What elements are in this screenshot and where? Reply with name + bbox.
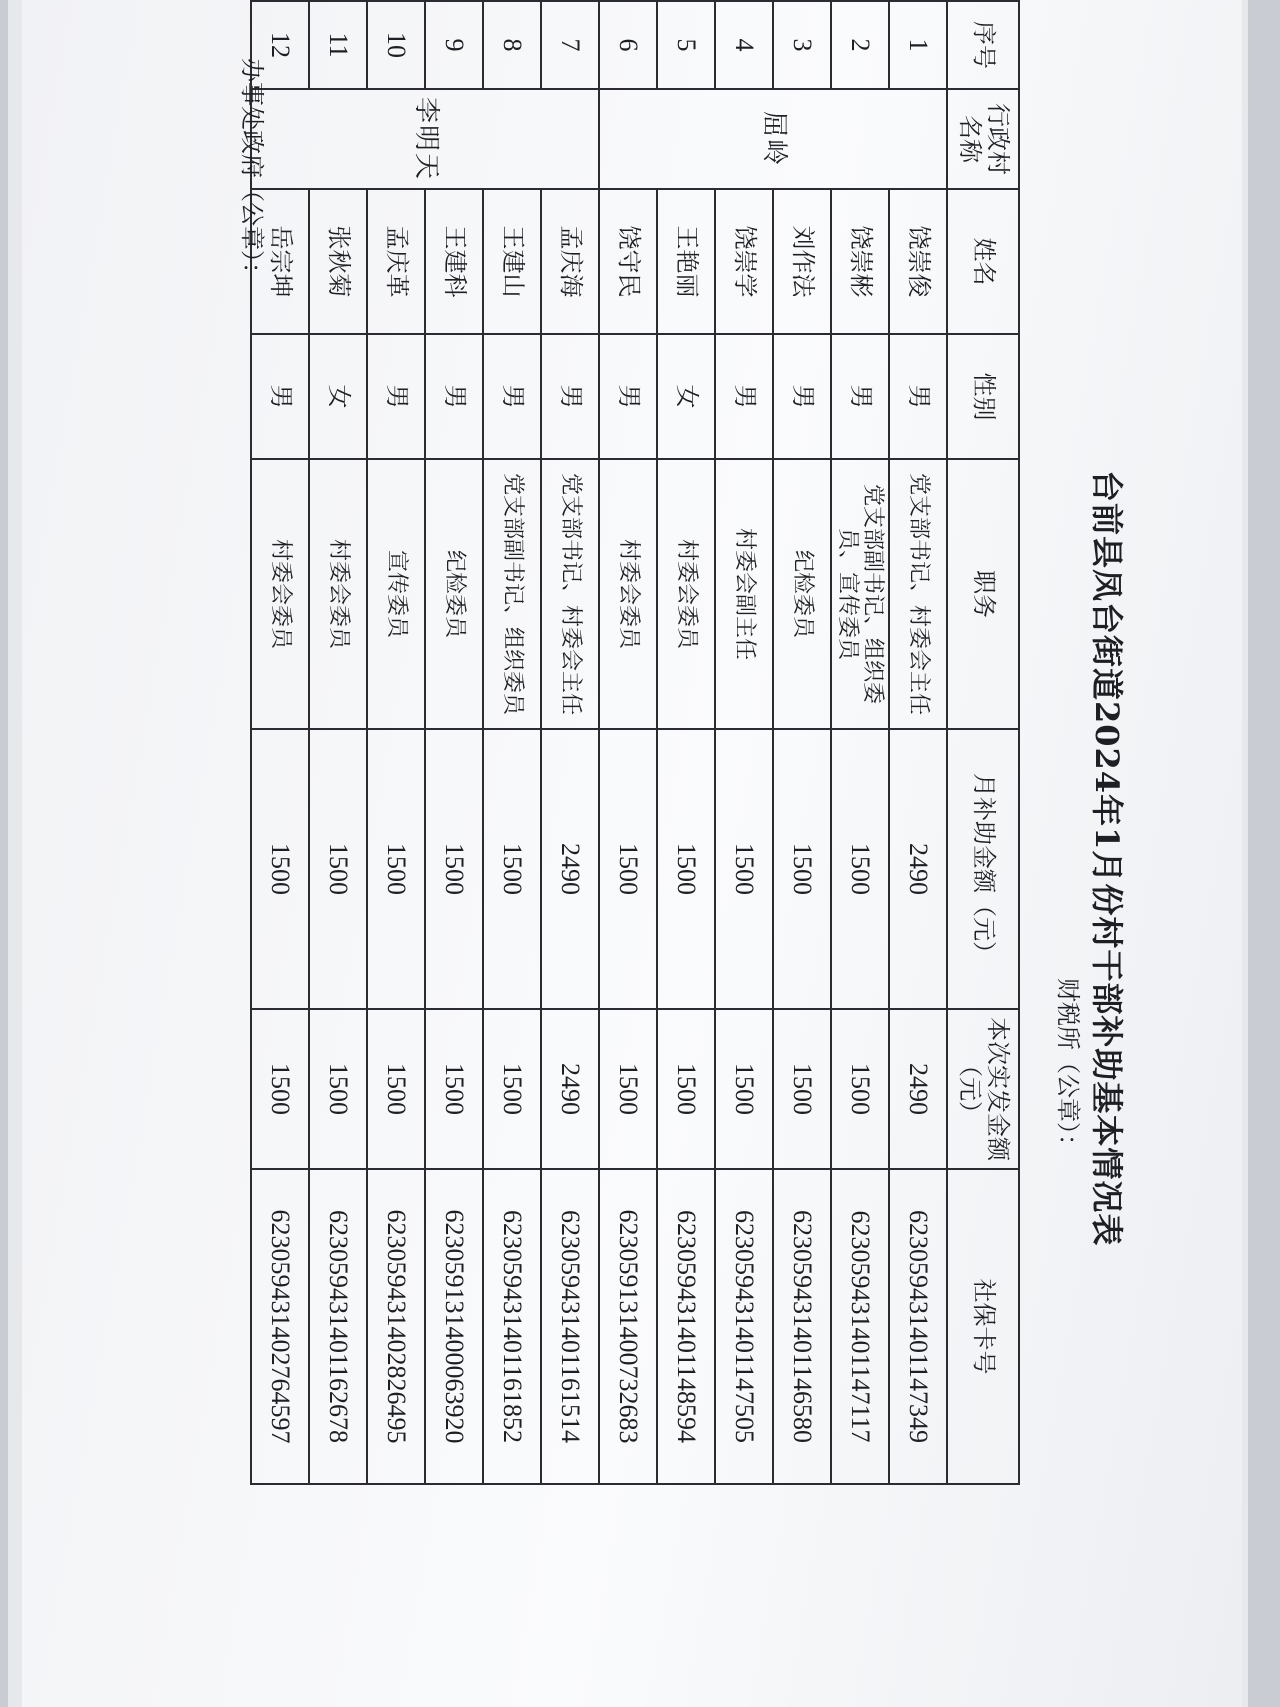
- cell-card: 6230594314011626​78: [309, 1169, 367, 1484]
- header-village: 行政村名称: [947, 89, 1019, 189]
- cell-name: 王建山: [483, 189, 541, 334]
- header-card: 社保卡号: [947, 1169, 1019, 1484]
- cell-actual: 1500: [831, 1009, 889, 1169]
- cell-index: 10: [367, 1, 425, 89]
- cell-actual: 1500: [773, 1009, 831, 1169]
- cell-monthly: 1500: [483, 729, 541, 1009]
- cell-card: 6230594314011473​49: [889, 1169, 947, 1484]
- cell-monthly: 1500: [715, 729, 773, 1009]
- table-row: [367, 1, 425, 1484]
- cell-actual: 2490: [889, 1009, 947, 1169]
- cell-actual: 1500: [599, 1009, 657, 1169]
- cell-monthly: 1500: [773, 729, 831, 1009]
- cell-gender: 男: [599, 334, 657, 459]
- cell-monthly: 2490: [889, 729, 947, 1009]
- cell-card: 6230594314011465​80: [773, 1169, 831, 1484]
- cell-card: 6230594314011471​17: [831, 1169, 889, 1484]
- cell-index: 9: [425, 1, 483, 89]
- cell-name: 饶崇彬: [831, 189, 889, 334]
- cell-card: 6230594314011618​52: [483, 1169, 541, 1484]
- cell-duty: 村委会委员: [657, 459, 715, 729]
- cell-name: 岳宗坤: [251, 189, 309, 334]
- table-row: [309, 1, 367, 1484]
- cell-index: 3: [773, 1, 831, 89]
- cell-actual: 1500: [367, 1009, 425, 1169]
- cell-index: 7: [541, 1, 599, 89]
- cell-index: 6: [599, 1, 657, 89]
- cell-actual: 1500: [657, 1009, 715, 1169]
- table-row: [889, 1, 947, 1484]
- table-row: [599, 1, 657, 1484]
- cell-monthly: 2490: [541, 729, 599, 1009]
- cell-monthly: 1500: [599, 729, 657, 1009]
- cell-gender: 男: [831, 334, 889, 459]
- cell-actual: 1500: [483, 1009, 541, 1169]
- cell-name: 张秋菊: [309, 189, 367, 334]
- cell-index: 5: [657, 1, 715, 89]
- cell-index: 1: [889, 1, 947, 89]
- table-row: [715, 1, 773, 1484]
- cell-monthly: 1500: [425, 729, 483, 1009]
- cell-duty: 纪检委员: [425, 459, 483, 729]
- cell-index: 12: [251, 1, 309, 89]
- cell-monthly: 1500: [831, 729, 889, 1009]
- cell-actual: 1500: [425, 1009, 483, 1169]
- cell-duty: 党支部副书记、组织委员、宣传委员: [831, 459, 889, 729]
- cell-duty: 村委会副主任: [715, 459, 773, 729]
- office-stamp-label: 办事处政府（公章）：: [238, 58, 266, 286]
- header-actual: 本次实发金额（元）: [947, 1009, 1019, 1169]
- cell-gender: 男: [251, 334, 309, 459]
- cell-name: 王建科: [425, 189, 483, 334]
- subsidy-table: [250, 0, 1020, 1485]
- cell-name: 饶守民: [599, 189, 657, 334]
- cell-card: 6230594314028264​95: [367, 1169, 425, 1484]
- cell-actual: 1500: [309, 1009, 367, 1169]
- cell-card: 6230594314011475​05: [715, 1169, 773, 1484]
- cell-gender: 女: [309, 334, 367, 459]
- cell-index: 11: [309, 1, 367, 89]
- header-index: 序号: [947, 1, 1019, 89]
- cell-duty: 村委会委员: [251, 459, 309, 729]
- cell-index: 8: [483, 1, 541, 89]
- cell-gender: 女: [657, 334, 715, 459]
- cell-card: 6230591314000639​20: [425, 1169, 483, 1484]
- table-row: [425, 1, 483, 1484]
- cell-duty: 村委会委员: [599, 459, 657, 729]
- cell-card: 6230594314011615​14: [541, 1169, 599, 1484]
- header-duty: 职务: [947, 459, 1019, 729]
- cell-card: 6230591314007326​83: [599, 1169, 657, 1484]
- cell-name: 王艳丽: [657, 189, 715, 334]
- cell-gender: 男: [425, 334, 483, 459]
- cell-monthly: 1500: [657, 729, 715, 1009]
- cell-name: 孟庆革: [367, 189, 425, 334]
- header-name: 姓名: [947, 189, 1019, 334]
- cell-name: 刘作法: [773, 189, 831, 334]
- table-row: [773, 1, 831, 1484]
- cell-monthly: 1500: [367, 729, 425, 1009]
- cell-actual: 1500: [715, 1009, 773, 1169]
- cell-name: 饶崇俊: [889, 189, 947, 334]
- cell-name: 饶崇学: [715, 189, 773, 334]
- document: [50, 0, 1150, 1707]
- cell-duty: 纪检委员: [773, 459, 831, 729]
- cell-monthly: 1500: [309, 729, 367, 1009]
- cell-gender: 男: [483, 334, 541, 459]
- cell-monthly: 1500: [251, 729, 309, 1009]
- cell-gender: 男: [773, 334, 831, 459]
- cell-index: 4: [715, 1, 773, 89]
- cell-duty: 村委会委员: [309, 459, 367, 729]
- cell-gender: 男: [715, 334, 773, 459]
- cell-name: 孟庆海: [541, 189, 599, 334]
- cell-duty: 党支部副书记、组织委员: [483, 459, 541, 729]
- cell-duty: 党支部书记、村委会主任: [889, 459, 947, 729]
- cell-card: 6230594314027645​97: [251, 1169, 309, 1484]
- cell-village: 屈岭: [599, 89, 947, 189]
- cell-duty: 宣传委员: [367, 459, 425, 729]
- table-row: [831, 1, 889, 1484]
- header-monthly: 月补助金额（元）: [947, 729, 1019, 1009]
- cell-gender: 男: [367, 334, 425, 459]
- header-row: [947, 1, 1019, 1484]
- cell-gender: 男: [541, 334, 599, 459]
- finance-stamp-label: 财税所（公章）：: [1054, 978, 1082, 1158]
- cell-actual: 1500: [251, 1009, 309, 1169]
- table-row: [657, 1, 715, 1484]
- cell-village: 李明天: [251, 89, 599, 189]
- cell-index: 2: [831, 1, 889, 89]
- cell-actual: 2490: [541, 1009, 599, 1169]
- cell-duty: 党支部书记、村委会主任: [541, 459, 599, 729]
- table-row: [483, 1, 541, 1484]
- cell-card: 6230594314011485​94: [657, 1169, 715, 1484]
- header-gender: 性别: [947, 334, 1019, 459]
- cell-gender: 男: [889, 334, 947, 459]
- document-title: 台前县凤台街道2024年1月份村干部补助基本情况表: [1088, 470, 1126, 1247]
- table-row: [541, 1, 599, 1484]
